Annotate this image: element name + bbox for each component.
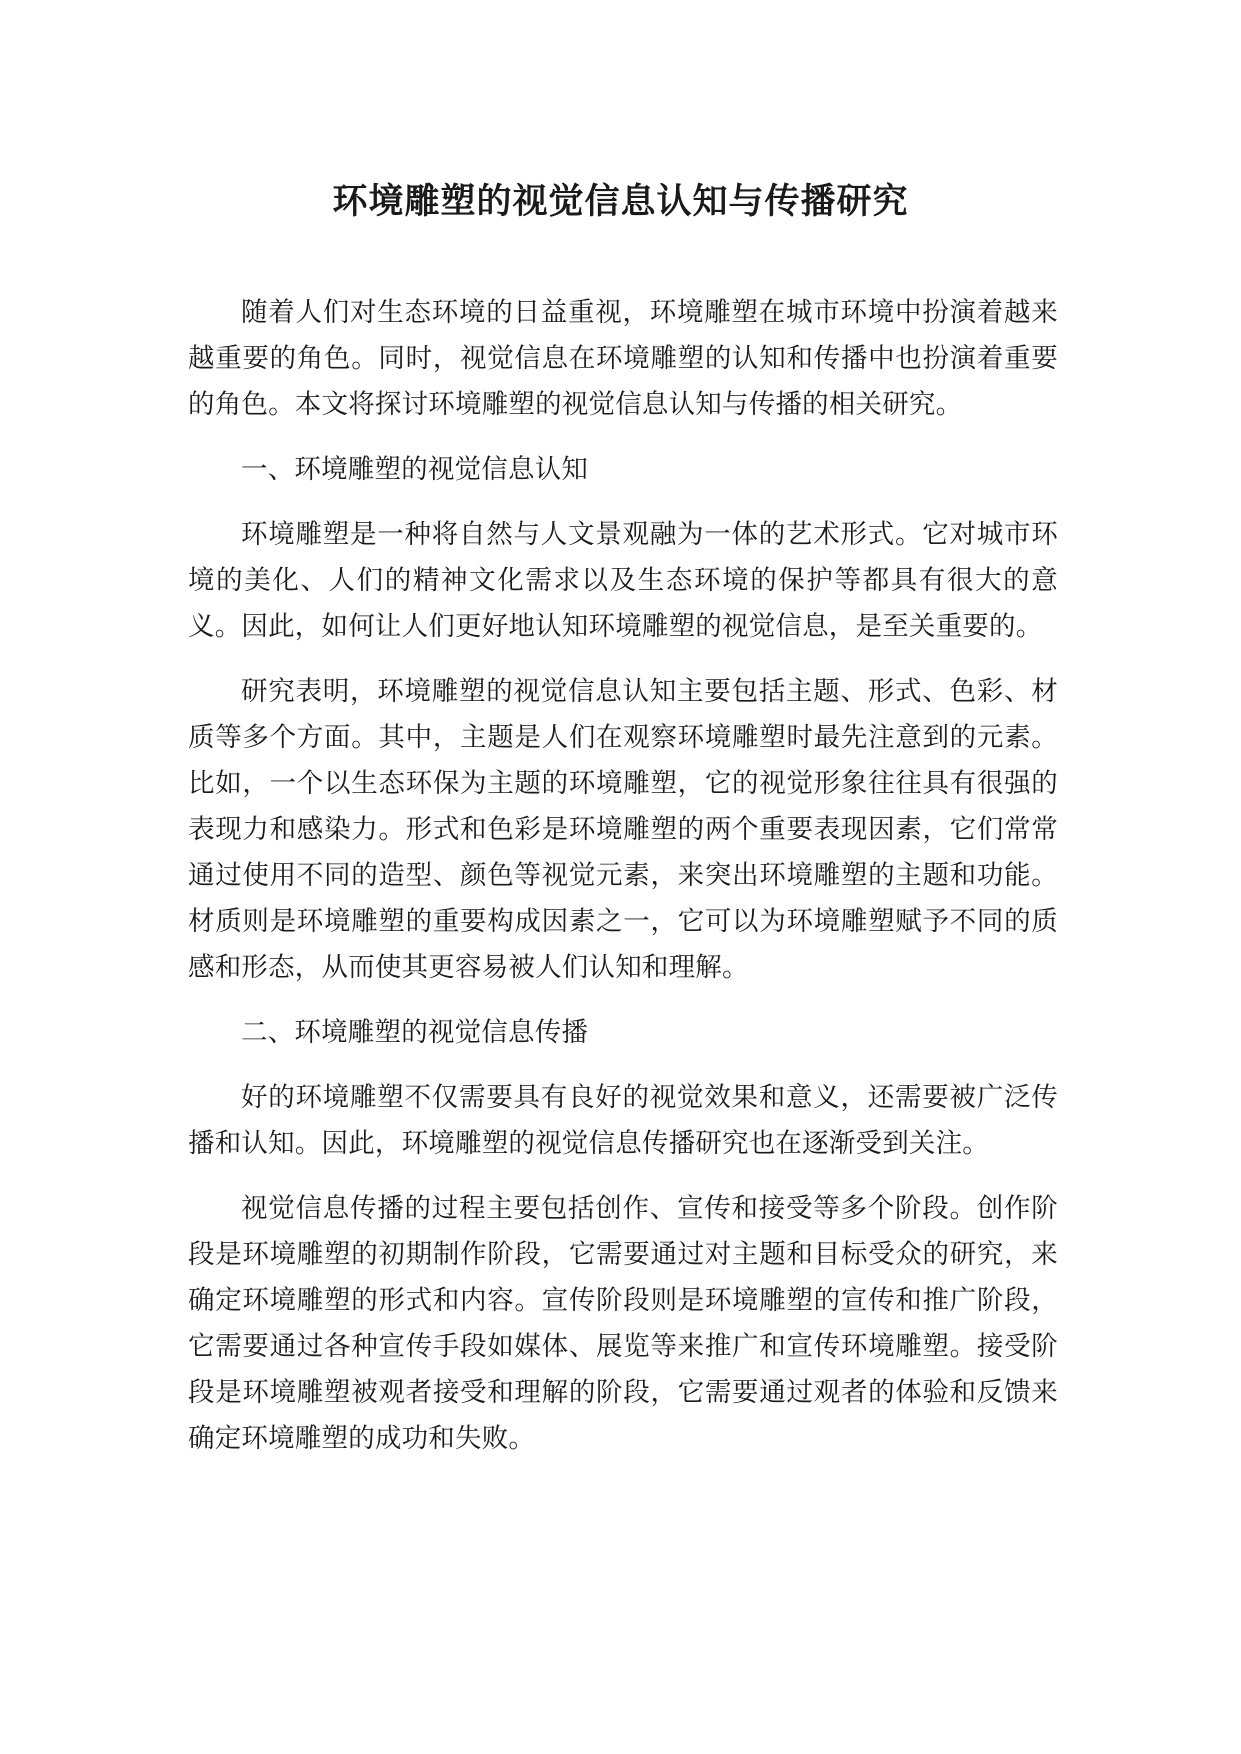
paragraph-cognition-2: 研究表明，环境雕塑的视觉信息认知主要包括主题、形式、色彩、材质等多个方面。其中，主题是人们在观察环境雕塑时最先注意到的元素。比如，一个以生态环保为主题的环境雕塑，它的视觉形象往往具有很强的表现力和感染力。形式和色彩是环境雕塑的两个重要表现因素，它们常常通过使用不同的造型、颜色等视觉元素，来突出环境雕塑的主题和功能。材质则是环境雕塑的重要构成因素之一，它可以为环境雕塑赋予不同的质感和形态，从而使其更容易被人们认知和理解。: [188, 676, 1058, 983]
document-title: 环境雕塑的视觉信息认知与传播研究: [332, 182, 909, 222]
paragraph-cognition-1: 环境雕塑是一种将自然与人文景观融为一体的艺术形式。它对城市环境的美化、人们的精神文化需求以及生态环境的保护等都具有很大的意义。因此，如何让人们更好地认知环境雕塑的视觉信息，是至关重要的。: [188, 519, 1058, 642]
paragraph-dissemination-1: 好的环境雕塑不仅需要具有良好的视觉效果和意义，还需要被广泛传播和认知。因此，环境雕塑的视觉信息传播研究也在逐渐受到关注。: [188, 1082, 1058, 1159]
section-heading-2: 二、环境雕塑的视觉信息传播: [241, 1017, 589, 1048]
paragraph-intro: 随着人们对生态环境的日益重视，环境雕塑在城市环境中扮演着越来越重要的角色。同时，视觉信息在环境雕塑的认知和传播中也扮演着重要的角色。本文将探讨环境雕塑的视觉信息认知与传播的相关研究。: [188, 297, 1058, 420]
paragraph-dissemination-2: 视觉信息传播的过程主要包括创作、宣传和接受等多个阶段。创作阶段是环境雕塑的初期制作阶段，它需要通过对主题和目标受众的研究，来确定环境雕塑的形式和内容。宣传阶段则是环境雕塑的宣传和推广阶段，它需要通过各种宣传手段如媒体、展览等来推广和宣传环境雕塑。接受阶段是环境雕塑被观者接受和理解的阶段，它需要通过观者的体验和反馈来确定环境雕塑的成功和失败。: [188, 1193, 1058, 1454]
section-heading-1: 一、环境雕塑的视觉信息认知: [241, 454, 589, 485]
document-body: [188, 290, 1058, 1481]
